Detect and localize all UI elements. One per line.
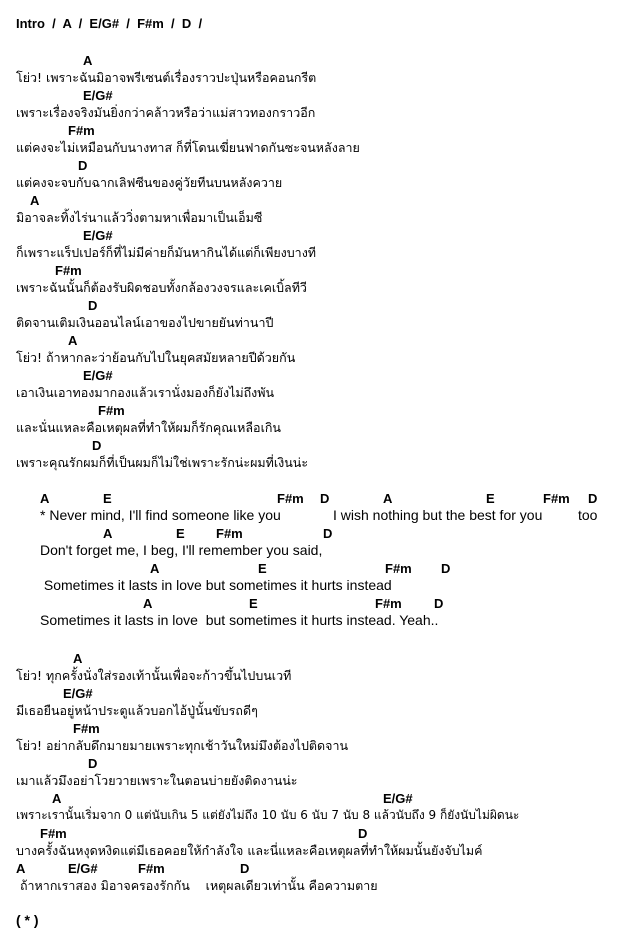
lyric-line: เพราะคุณรักผมก็ที่เป็นผมก็ไม่ใช่เพราะรักน่ะผมที่เงินน่ะ [16, 455, 309, 470]
chord: D [323, 526, 333, 541]
chord: F#m [277, 491, 304, 506]
chord: F#m [68, 123, 95, 138]
lyric-line: เอาเงินเอาทองมากองแล้วเรานั่งมองก็ยังไม่ถึงพัน [16, 385, 275, 400]
chord: A [83, 53, 93, 68]
chord: A [103, 526, 113, 541]
lyric-line: * Never mind, I'll find someone like you [40, 507, 281, 523]
chord: F#m [385, 561, 412, 576]
lyric-line: แต่คงจะไม่เหมือนกับนางทาส ก็ที่โดนเฆี่ยนฟาดกันซะจนหลังลาย [16, 140, 360, 155]
chord: E/G# [83, 228, 113, 243]
lyric-line: โย่ว! ทุกครั้งนั่งใส่รองเท้านั้นเพื่อจะก้าวขึ้นไปบนเวที [16, 668, 292, 683]
chord: D [88, 298, 98, 313]
lyric-line: โย่ว! ถ้าหากละว่าย้อนกับไปในยุคสมัยหลายปีด้วยกัน [16, 350, 296, 365]
chord: E/G# [83, 368, 113, 383]
chord: E/G# [83, 88, 113, 103]
chord: D [441, 561, 451, 576]
chord: F#m [73, 721, 100, 736]
chord: D [588, 491, 598, 506]
chord: D [358, 826, 368, 841]
chord: F#m [216, 526, 243, 541]
chord: A [73, 651, 83, 666]
lyric-line: เพราะฉันนั้นก็ต้องรับผิดชอบทั้งกล้องวงจรและเคเบิ้ลทีวี [16, 280, 307, 295]
lyric-line: ติดจานเติมเงินออนไลน์เอาของไปขายยันท่านาปี [16, 315, 274, 330]
chord: E [103, 491, 112, 506]
chord: E [486, 491, 495, 506]
chord: A [68, 333, 78, 348]
lyric-line: I wish nothing but the best for you [333, 507, 543, 523]
repeat-chorus-marker: ( * ) [16, 912, 39, 928]
chord: E [249, 596, 258, 611]
lyric-line: บางครั้งฉันหงุดหงิดแต่มีเธอคอยให้กำลังใจ และนี่แหละคือเหตุผลที่ทำให้ผมนั้นยังจับไมค์ [16, 843, 483, 858]
lyric-line: Sometimes it lasts in love but sometimes it hurts instead [40, 577, 392, 593]
chord: F#m [98, 403, 125, 418]
chord: E/G# [63, 686, 93, 701]
lyric-line: เพราะเรานั้นเริ่มจาก 0 แต่นับเกิน 5 แต่ยังไม่ถึง 10 นับ 6 นับ 7 นับ 8 แล้วนับถึง 9 ก็ยังนับไม่ผิดนะ [16, 808, 520, 822]
chord: D [78, 158, 88, 173]
chord: D [320, 491, 330, 506]
lyric-line: ก็เพราะแร็ปเปอร์ก็ที่ไม่มีค่ายก็มันหากินได้แต่ก็เพียงบางที [16, 245, 317, 260]
chord: F#m [138, 861, 165, 876]
lyric-line: และนั่นแหละคือเหตุผลที่ทำให้ผมก็รักคุณเหลือเกิน [16, 420, 281, 435]
intro-line: Intro / A / E/G# / F#m / D / [16, 16, 203, 31]
lyric-line: มิอาจละทิ้งไร่นาแล้ววิ่งตามหาเพื่อมาเป็นเอ็มซี [16, 210, 263, 225]
lyric-line: ถ้าหากเราสอง มิอาจครองรักกัน เหตุผลเดียวเท่านั้น คือความตาย [16, 878, 378, 893]
lyric-line: Don't forget me, I beg, I'll remember you said, [40, 542, 323, 558]
chord: A [383, 491, 393, 506]
chord: F#m [543, 491, 570, 506]
lyric-line: Sometimes it lasts in love but sometimes it hurts instead. Yeah.. [40, 612, 439, 628]
chord: A [30, 193, 40, 208]
chord: D [434, 596, 444, 611]
chord: A [150, 561, 160, 576]
chord: D [92, 438, 102, 453]
lyric-line: มีเธอยืนอยู่หน้าประตูแล้วบอกไอ้ปู่นั้นขับรถดีๆ [16, 703, 258, 718]
chord: F#m [40, 826, 67, 841]
chord: E [176, 526, 185, 541]
chord: D [240, 861, 250, 876]
lyric-line: แต่คงจะจบกับฉากเลิฟซีนของคู่วัยทีนบนหลังควาย [16, 175, 283, 190]
lyric-line: too [578, 507, 598, 523]
lyric-line: โย่ว! อย่ากลับดึกมายมายเพราะทุกเช้าวันใหม่มึงต้องไปติดจาน [16, 738, 349, 753]
chord: F#m [375, 596, 402, 611]
chord: E/G# [68, 861, 98, 876]
chord: A [143, 596, 153, 611]
chord: A [40, 491, 50, 506]
lyric-line: เพราะเรื่องจริงมันยิ่งกว่าคล้าวหรือว่าแม่สาวทองกราวอีก [16, 105, 316, 120]
chord: D [88, 756, 98, 771]
chord: A [16, 861, 26, 876]
lyric-line: เมาแล้วมึงอย่าโวยวายเพราะในตอนบ่ายยังติดงานน่ะ [16, 773, 298, 788]
chord: F#m [55, 263, 82, 278]
lyric-line: โย่ว! เพราะฉันมิอาจพรีเซนต์เรื่องราวปะปุ่นหรือคอนกรีต [16, 70, 317, 85]
chord: E/G# [383, 791, 413, 806]
chord: E [258, 561, 267, 576]
chord: A [52, 791, 62, 806]
